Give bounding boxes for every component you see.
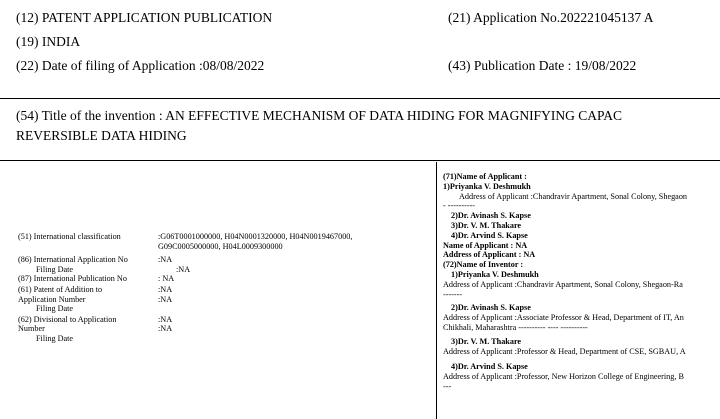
table-row <box>18 274 430 284</box>
applicant-inventor-column <box>437 162 720 419</box>
inventor-address-2-cont: Chikhali, Maharashtra ---------- ---- ---------- <box>443 322 588 332</box>
row-value: :NA <box>158 314 173 324</box>
applicant-name-1: 1)Priyanka V. Deshmukh <box>443 181 531 191</box>
inventor-name-2: 2)Dr. Avinash S. Kapse <box>451 303 531 313</box>
inventor-name-1: 1)Priyanka V. Deshmukh <box>451 269 539 279</box>
country-line: (19) INDIA <box>16 34 81 49</box>
row-value: :G06T0001000000, H04N0001320000, H04N0019467000, <box>158 232 353 241</box>
invention-title-line-2: REVERSIBLE DATA HIDING <box>16 128 187 143</box>
invention-title-line-1: (54) Title of the invention : AN EFFECTIVE MECHANISM OF DATA HIDING FOR MAGNIFYING CAPAC <box>16 108 622 123</box>
row-label: Number <box>18 324 45 334</box>
inventor-name-4: 4)Dr. Arvind S. Kapse <box>451 362 528 372</box>
applicant-name-3: 3)Dr. V. M. Thakare <box>451 220 522 230</box>
header-left-2 <box>0 34 448 49</box>
row-label: (87) International Publication No <box>18 274 127 284</box>
bibliographic-body <box>0 162 720 419</box>
table-row <box>18 265 430 275</box>
table-row <box>18 255 430 265</box>
row-label: (61) Patent of Addition to <box>18 284 103 294</box>
table-row <box>18 285 430 295</box>
patent-publication-page <box>0 10 720 419</box>
applicant-heading: (71)Name of Applicant : <box>443 172 527 181</box>
header-left-1 <box>0 10 448 25</box>
row-value: :NA <box>158 294 173 304</box>
row-value: :NA <box>176 264 191 274</box>
header-row-2 <box>0 34 720 49</box>
header-divider-top <box>0 98 720 99</box>
invention-title-block <box>16 106 720 146</box>
row-label: Application Number <box>18 294 86 304</box>
row-value <box>176 304 430 314</box>
row-label <box>18 242 158 252</box>
filing-date-line: (22) Date of filing of Application :08/08/2022 <box>16 58 265 73</box>
applicant-address-na: Address of Applicant : NA <box>443 250 536 260</box>
applicant-name-2: 2)Dr. Avinash S. Kapse <box>451 211 531 221</box>
title-divider-bottom <box>0 160 720 161</box>
header-right-3 <box>448 58 720 73</box>
table-row <box>18 334 430 344</box>
header-row-3 <box>0 58 720 73</box>
header-right-1 <box>448 10 720 25</box>
inventor-address-2: Address of Applicant :Associate Professor & Head, Department of IT, An <box>443 313 684 323</box>
inventor-heading: (72)Name of Inventor : <box>443 260 524 270</box>
row-label: Filing Date <box>36 333 74 343</box>
header-left-3 <box>0 58 448 73</box>
table-row <box>18 315 430 325</box>
row-label: Filing Date <box>36 264 74 274</box>
inventor-address-4: Address of Applicant :Professor, New Horizon College of Engineering, B <box>443 372 684 382</box>
row-value: :NA <box>158 284 173 294</box>
table-row <box>18 304 430 314</box>
inventor-address-1-cont: ------- <box>443 289 463 299</box>
table-row <box>18 324 430 334</box>
inventor-address-1: Address of Applicant :Chandravir Apartment, Sonal Colony, Shegaon-Ra <box>443 279 683 289</box>
applicant-name-4: 4)Dr. Arvind S. Kapse <box>451 230 528 240</box>
header-row-1 <box>0 10 720 25</box>
classification-column <box>0 162 436 419</box>
applicant-address-1: Address of Applicant :Chandravir Apartment, Sonal Colony, Shegaon <box>459 191 688 201</box>
applicant-name-na: Name of Applicant : NA <box>443 240 528 250</box>
row-label: Filing Date <box>36 304 74 314</box>
inventor-name-3: 3)Dr. V. M. Thakare <box>451 336 522 346</box>
inventor-address-4-cont: --- <box>443 381 452 391</box>
applicant-address-1-cont: - ---------- <box>443 201 476 211</box>
publication-date-line: (43) Publication Date : 19/08/2022 <box>448 58 637 73</box>
table-row <box>18 242 430 252</box>
row-value <box>176 334 430 344</box>
classification-rows <box>18 232 430 344</box>
document-header <box>0 10 720 73</box>
row-value: :NA <box>158 255 173 265</box>
row-label: (62) Divisional to Application <box>18 314 117 324</box>
application-number-line: (21) Application No.202221045137 A <box>448 10 654 25</box>
table-row <box>18 232 430 242</box>
inventor-address-3: Address of Applicant :Professor & Head, Department of CSE, SGBAU, A <box>443 346 686 356</box>
publication-kind-line: (12) PATENT APPLICATION PUBLICATION <box>16 10 273 25</box>
row-value: :NA <box>158 324 173 334</box>
row-label: (86) International Application No <box>18 255 128 265</box>
row-value: : NA <box>158 274 175 284</box>
row-label: (51) International classification <box>18 232 121 241</box>
table-row <box>18 295 430 305</box>
row-value: G09C0005000000, H04L0009300000 <box>158 241 283 251</box>
